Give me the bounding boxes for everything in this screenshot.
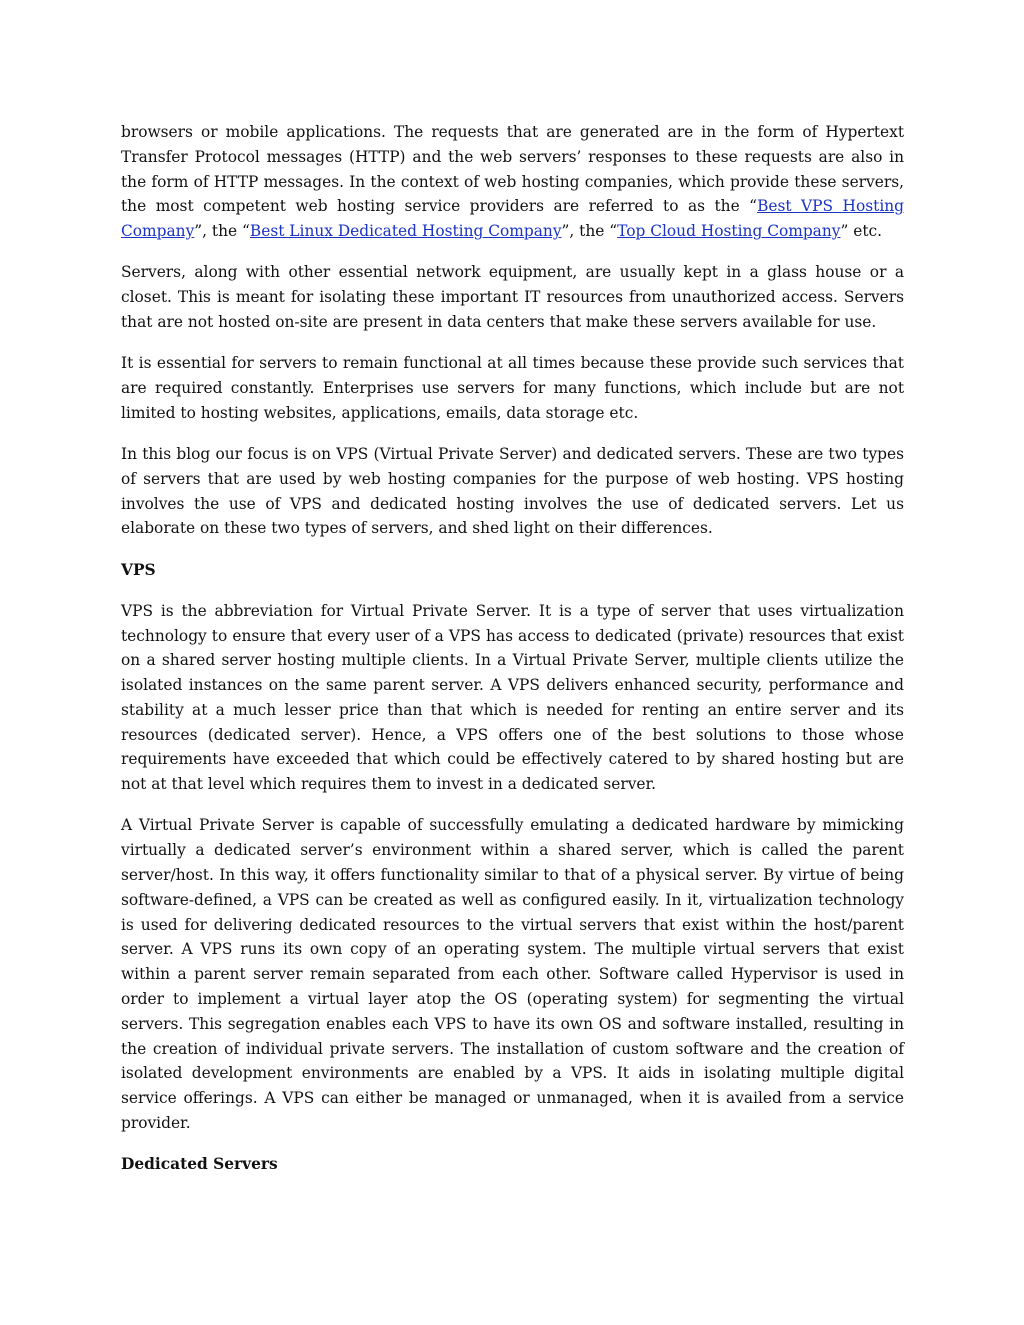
vps-heading: VPS xyxy=(121,560,156,579)
top-cloud-hosting-company-link[interactable]: Top Cloud Hosting Company xyxy=(617,222,841,241)
vps-details-paragraph: A Virtual Private Server is capable of successfully emulating a dedicated hardware by mimicking virtually a dedicated server’s environment within a shared server, which is called the parent server/host. In this way, it offers functionality similar to that of a physical server. By virtue of being software-defined, a VPS can be created as well as configured easily. In it, virtualization technology is used for delivering dedicated resources to the virtual servers that exist within the host/parent server. A VPS runs its own copy of an operating system. The multiple virtual servers that exist within a parent server remain separated from each other. Software called Hypervisor is used in order to implement a virtual layer atop the OS (operating system) for segmenting the virtual servers. This segregation enables each VPS to have its own OS and software installed, resulting in the creation of individual private servers. The installation of custom software and the creation of isolated development environments are enabled by a VPS. It aids in isolating multiple digital service offerings. A VPS can either be managed or unmanaged, when it is availed from a service provider. xyxy=(121,816,904,1133)
servers-function-paragraph: It is essential for servers to remain functional at all times because these provide such services that are required constantly. Enterprises use servers for many functions, which include but are not limited to hosting websites, applications, emails, data storage etc. xyxy=(121,354,904,422)
intro-text-end: ” etc. xyxy=(840,222,883,241)
document-page xyxy=(121,120,904,1193)
best-linux-dedicated-hosting-company-link[interactable]: Best Linux Dedicated Hosting Company xyxy=(249,222,562,241)
intro-paragraph xyxy=(121,120,904,244)
best-vps-hosting-company-link[interactable]: Best VPS Hosting Company xyxy=(121,197,905,241)
blog-focus-paragraph: In this blog our focus is on VPS (Virtual Private Server) and dedicated servers. These are two types of servers that are used by web hosting companies for the purpose of web hosting. VPS hosting involves the use of VPS and dedicated hosting involves the use of dedicated servers. Let us elaborate on these two types of servers, and shed light on their differences. xyxy=(121,444,904,538)
intro-text: browsers or mobile applications. The requests that are generated are in the form of Hypertext Transfer Protocol messages (HTTP) and the web servers’ responses to these requests are also in the form of HTTP messages. In the context of web hosting companies, which provide these servers, the most competent web hosting service providers are referred to as the “ xyxy=(121,123,904,216)
intro-separator-1: ”, the “ xyxy=(194,222,250,241)
intro-separator-2: ”, the “ xyxy=(561,222,618,241)
vps-definition-paragraph: VPS is the abbreviation for Virtual Private Server. It is a type of server that uses virtualization technology to ensure that every user of a VPS has access to dedicated (private) resources that exist on a shared server hosting multiple clients. In a Virtual Private Server, multiple clients utilize the isolated instances on the same parent server. A VPS delivers enhanced security, performance and stability at a much lesser price than that which is needed for renting an entire server and its resources (dedicated server). Hence, a VPS offers one of the best solutions to those whose requirements have exceeded that which could be effectively catered to by shared hosting but are not at that level which requires them to invest in a dedicated server. xyxy=(121,601,904,794)
servers-location-paragraph: Servers, along with other essential network equipment, are usually kept in a glass house or a closet. This is meant for isolating these important IT resources from unauthorized access. Servers that are not hosted on-site are present in data centers that make these servers available for use. xyxy=(121,263,904,331)
dedicated-servers-heading: Dedicated Servers xyxy=(121,1155,278,1174)
